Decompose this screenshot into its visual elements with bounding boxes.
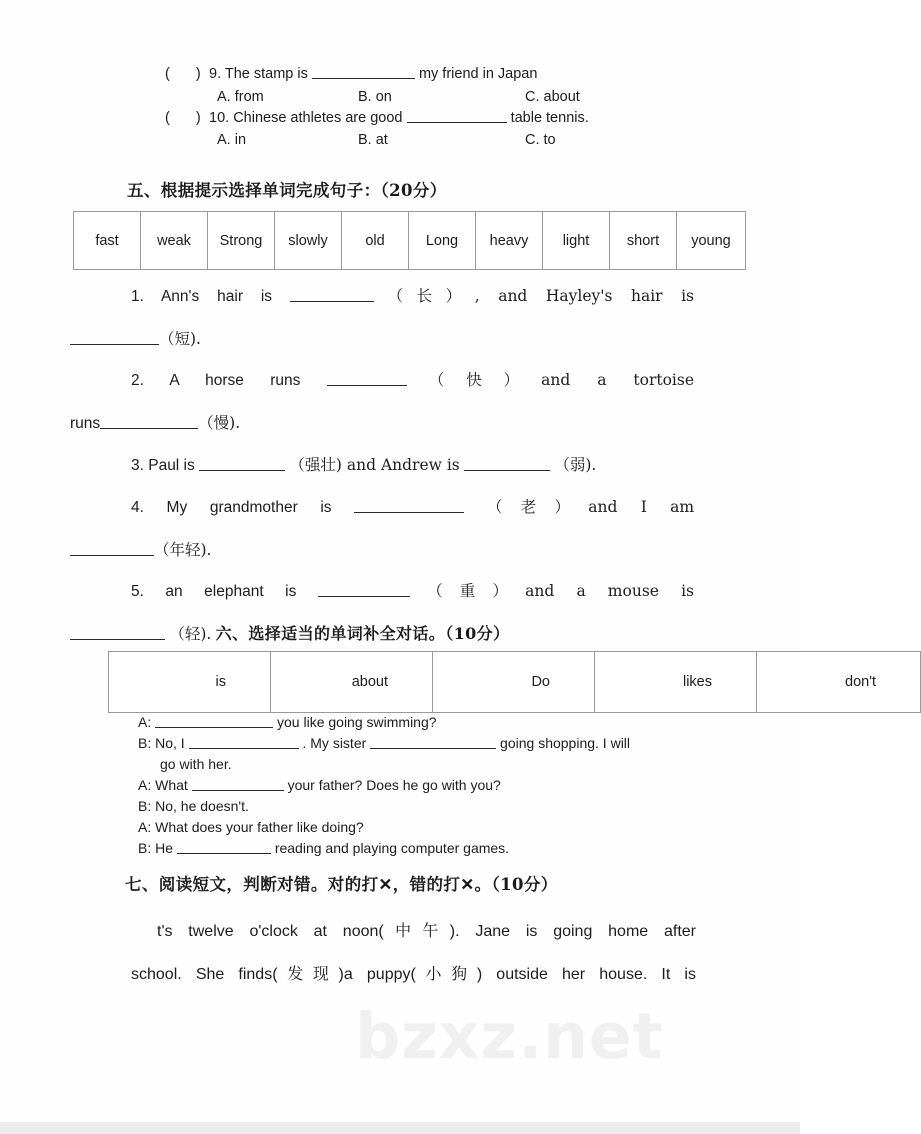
- reading-passage: [131, 910, 696, 996]
- mc-blank-10[interactable]: [407, 109, 507, 123]
- word-bank-cell-dont[interactable]: don't: [757, 652, 921, 713]
- exercise-4-blank-1[interactable]: [354, 499, 464, 513]
- exercise-item-5-line1: [131, 570, 694, 613]
- mc-question-9-stem: [165, 64, 705, 86]
- exercise-3-hint-2: （弱).: [554, 456, 597, 474]
- dialogue-line-4: [138, 796, 698, 817]
- multiple-choice-block: [165, 64, 705, 151]
- dialogue-line-2: [138, 733, 698, 775]
- mc-option-10-c[interactable]: C. to: [525, 132, 556, 148]
- watermark-bzxz: bzxz.net: [355, 1000, 664, 1073]
- word-bank-cell-fast[interactable]: fast: [74, 212, 141, 270]
- word-bank-cell-old[interactable]: old: [342, 212, 409, 270]
- dialogue-text-1: you like going swimming?: [277, 714, 437, 730]
- exercise-1-blank-1[interactable]: [290, 288, 374, 302]
- dialogue-line-6: [138, 838, 698, 859]
- mc-stem-after-9: my friend in Japan: [418, 66, 538, 82]
- exercise-item-2-line1: [131, 359, 694, 402]
- exercise-1-text: 1. Ann's hair is: [131, 288, 273, 305]
- mc-stem-before-9: The stamp is: [224, 66, 308, 82]
- dialogue-text-2-after: going shopping. I will: [500, 735, 631, 751]
- dialogue-blank-1[interactable]: [155, 714, 273, 728]
- exercise-1-blank-2[interactable]: [70, 331, 159, 345]
- paren-open: (: [165, 109, 170, 126]
- mc-option-10-a[interactable]: A. in: [217, 132, 247, 148]
- passage-line-2: [131, 953, 696, 996]
- word-bank-cell-heavy[interactable]: heavy: [476, 212, 543, 270]
- exercise-4-text: 4. My grandmother is: [131, 499, 332, 516]
- exercise-4-hint-2: （年轻).: [154, 541, 212, 559]
- exercise-5-blank-2[interactable]: [70, 626, 165, 640]
- dialogue-blank-5[interactable]: [177, 840, 271, 854]
- mc-stem-before-10: Chinese athletes are good: [233, 109, 403, 126]
- exercise-item-1-line1: [131, 275, 694, 318]
- dialogue-text-5: What does your father like doing?: [155, 819, 364, 835]
- dialogue-speaker-a: A:: [138, 777, 152, 793]
- exercise-item-1-line2: [70, 318, 694, 361]
- word-bank-cell-weak[interactable]: weak: [141, 212, 208, 270]
- mc-option-9-b[interactable]: B. on: [358, 88, 392, 105]
- dialogue-blank-4[interactable]: [192, 777, 284, 791]
- paren-close: ): [195, 66, 201, 82]
- exercise-3-text: 3. Paul is: [131, 457, 195, 474]
- dialogue-text-3-before: What: [155, 777, 188, 793]
- exercise-item-3: [131, 444, 694, 487]
- exercise-5-blank-1[interactable]: [318, 583, 410, 597]
- word-bank-cell-is[interactable]: is: [109, 652, 271, 713]
- exercise-item-2-line2: [70, 402, 694, 445]
- paren-open: (: [165, 66, 170, 82]
- paren-close: ): [195, 109, 201, 126]
- exercise-4-hint-1: （老）and I am: [486, 498, 695, 516]
- exercise-5-hint-2: （轻).: [169, 625, 212, 643]
- exercise-3-blank-2[interactable]: [464, 457, 550, 471]
- exercise-1-hint-2: （短).: [159, 330, 201, 348]
- exercise-item-4-line1: [131, 486, 694, 529]
- exercise-2-blank-1[interactable]: [327, 372, 407, 386]
- page-bottom-shadow: [0, 1122, 800, 1134]
- dialogue-text-3-after: your father? Does he go with you?: [287, 777, 501, 793]
- exercise-item-2: [70, 359, 695, 445]
- exercise-3-hint-1: （强壮) and Andrew is: [289, 456, 460, 474]
- mc-option-9-c[interactable]: C. about: [525, 88, 580, 105]
- word-bank-table-dialogue: [108, 651, 921, 713]
- exercise-5-hint-1: （重）and a mouse is: [409, 582, 694, 600]
- section-six-heading: 六、选择适当的单词补全对话。（10分）: [215, 624, 510, 643]
- exercise-item-4-line2: [70, 529, 694, 572]
- mc-question-9: [165, 64, 705, 108]
- exercise-3-blank-1[interactable]: [199, 457, 285, 471]
- exercise-2-hint-2: （慢).: [198, 414, 241, 432]
- exercise-2-blank-2[interactable]: [100, 415, 198, 429]
- exercise-2-text: 2. A horse runs: [131, 372, 301, 389]
- mc-option-10-b[interactable]: B. at: [358, 132, 388, 148]
- dialogue-block: [138, 712, 698, 859]
- dialogue-speaker-a: A:: [138, 714, 152, 730]
- passage-line-2-text: school. She finds(发现)a puppy(小狗) outside her house. It is: [131, 966, 696, 983]
- mc-answer-paren-9[interactable]: [165, 64, 209, 86]
- word-bank-cell-short[interactable]: short: [610, 212, 677, 270]
- dialogue-line-3: [138, 775, 698, 796]
- word-bank-cell-light[interactable]: light: [543, 212, 610, 270]
- mc-option-9-a[interactable]: A. from: [217, 88, 264, 105]
- exercise-item-4: [131, 486, 694, 572]
- exercise-5-text: 5. an elephant is: [131, 583, 297, 600]
- dialogue-line-5: [138, 817, 698, 838]
- dialogue-speaker-b: B:: [138, 735, 152, 751]
- word-bank-cell-likes[interactable]: likes: [595, 652, 757, 713]
- dialogue-blank-2[interactable]: [189, 735, 299, 749]
- word-bank-cell-young[interactable]: young: [677, 212, 746, 270]
- word-bank-cell-long[interactable]: Long: [409, 212, 476, 270]
- exercise-2-line2-prefix: runs: [70, 415, 101, 432]
- table-row: [74, 212, 746, 270]
- word-bank-cell-about[interactable]: about: [271, 652, 433, 713]
- table-row: [109, 652, 921, 713]
- mc-options-9: [165, 87, 705, 108]
- dialogue-text-6-before: He: [155, 840, 174, 856]
- mc-stem-after-10: table tennis.: [510, 109, 589, 126]
- dialogue-text-2-before: No, I: [155, 735, 185, 751]
- passage-line-1-text: t's twelve o'clock at noon(中午). Jane is going home after: [157, 923, 696, 940]
- word-bank-cell-do[interactable]: Do: [433, 652, 595, 713]
- section-seven-heading: 七、阅读短文，判断对错。对的打✕，错的打✕。（10分）: [125, 875, 558, 894]
- mc-number-9: 9.: [209, 66, 222, 82]
- dialogue-text-4: No, he doesn't.: [155, 798, 249, 814]
- dialogue-speaker-b: B:: [138, 798, 152, 814]
- dialogue-text-6-after: reading and playing computer games.: [274, 840, 510, 856]
- dialogue-line-2-continuation: go with her.: [160, 756, 232, 772]
- word-bank-table-adjectives: [73, 211, 746, 270]
- dialogue-blank-3[interactable]: [370, 735, 496, 749]
- mc-blank-9[interactable]: [312, 65, 415, 79]
- exercise-1-hint-1: （长）, and Hayley's hair is: [373, 287, 694, 305]
- mc-question-10: [165, 108, 705, 152]
- dialogue-speaker-b: B:: [138, 840, 152, 856]
- section-five-heading: 五、根据提示选择单词完成句子：（20分）: [127, 181, 447, 200]
- mc-number-10: 10.: [209, 109, 230, 126]
- mc-question-10-stem: [165, 108, 705, 130]
- passage-line-1: [131, 910, 696, 953]
- dialogue-speaker-a: A:: [138, 819, 152, 835]
- exercise-4-blank-2[interactable]: [70, 542, 154, 556]
- exercise-item-1: [131, 275, 694, 361]
- dialogue-text-2-middle: . My sister: [302, 735, 367, 751]
- exercise-item-5-line2: [70, 613, 694, 656]
- word-bank-cell-strong[interactable]: Strong: [208, 212, 275, 270]
- mc-options-10: [165, 130, 705, 151]
- word-bank-cell-slowly[interactable]: slowly: [275, 212, 342, 270]
- exercise-2-hint-1: （快）and a tortoise: [406, 371, 695, 389]
- dialogue-line-1: [138, 712, 698, 733]
- exercise-item-5: [131, 570, 694, 656]
- mc-answer-paren-10[interactable]: [165, 108, 209, 130]
